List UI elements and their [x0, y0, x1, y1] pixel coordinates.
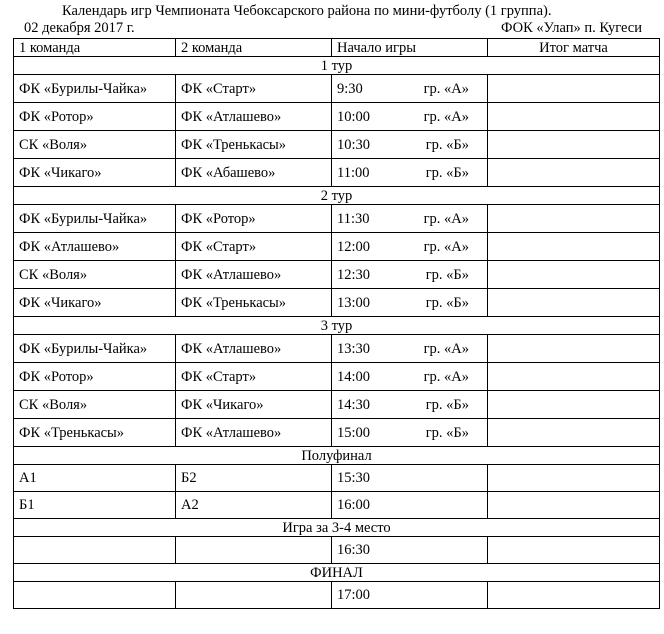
table-row	[14, 261, 660, 289]
group-label: гр. «А»	[423, 210, 469, 227]
team2-cell: ФК «Старт»	[176, 363, 332, 391]
section-header-row	[14, 564, 660, 582]
section-header-row	[14, 447, 660, 465]
section-title: 1 тур	[14, 57, 660, 75]
team2-cell: ФК «Атлашево»	[176, 261, 332, 289]
start-time: 9:30	[337, 80, 363, 97]
table-row	[14, 75, 660, 103]
section-title: Игра за 3-4 место	[14, 519, 660, 537]
team1-cell	[14, 537, 176, 564]
team2-cell: ФК «Атлашево»	[176, 335, 332, 363]
team1-cell: Б1	[14, 492, 176, 519]
event-date: 02 декабря 2017 г.	[24, 20, 135, 36]
start-time-cell	[332, 582, 488, 609]
start-time-cell	[332, 205, 488, 233]
section-title: 2 тур	[14, 187, 660, 205]
team1-cell: ФК «Тренькасы»	[14, 419, 176, 447]
result-cell	[488, 159, 660, 187]
section-title: ФИНАЛ	[14, 564, 660, 582]
team1-cell: ФК «Бурилы-Чайка»	[14, 205, 176, 233]
group-label: гр. «Б»	[425, 424, 469, 441]
document-title: Календарь игр Чемпионата Чебоксарского района по мини-футболу (1 группа).	[62, 3, 552, 19]
start-time-cell	[332, 159, 488, 187]
result-cell	[488, 233, 660, 261]
team1-cell: СК «Воля»	[14, 391, 176, 419]
section-header-row	[14, 187, 660, 205]
section-header-row	[14, 519, 660, 537]
group-label: гр. «Б»	[425, 136, 469, 153]
start-time: 12:00	[337, 238, 371, 255]
schedule-table	[13, 38, 660, 609]
start-time: 14:00	[337, 368, 371, 385]
start-time-cell	[332, 391, 488, 419]
group-label: гр. «А»	[423, 108, 469, 125]
table-row	[14, 103, 660, 131]
team1-cell: ФК «Бурилы-Чайка»	[14, 75, 176, 103]
team2-cell: ФК «Тренькасы»	[176, 289, 332, 317]
result-cell	[488, 465, 660, 492]
table-row	[14, 537, 660, 564]
result-cell	[488, 363, 660, 391]
start-time-cell	[332, 363, 488, 391]
table-row	[14, 205, 660, 233]
table-header-row	[14, 39, 660, 57]
start-time-cell	[332, 131, 488, 159]
table-row	[14, 419, 660, 447]
table-row	[14, 233, 660, 261]
group-label: гр. «А»	[423, 238, 469, 255]
column-header-team2: 2 команда	[176, 39, 332, 57]
table-row	[14, 363, 660, 391]
team2-cell: ФК «Тренькасы»	[176, 131, 332, 159]
team1-cell: ФК «Чикаго»	[14, 289, 176, 317]
start-time: 16:30	[337, 542, 371, 558]
result-cell	[488, 75, 660, 103]
team2-cell: ФК «Атлашево»	[176, 103, 332, 131]
start-time: 15:00	[337, 424, 371, 441]
start-time: 13:30	[337, 340, 371, 357]
table-row	[14, 492, 660, 519]
team1-cell: А1	[14, 465, 176, 492]
table-row	[14, 159, 660, 187]
table-row	[14, 465, 660, 492]
team2-cell: Б2	[176, 465, 332, 492]
team1-cell: ФК «Чикаго»	[14, 159, 176, 187]
start-time-cell	[332, 492, 488, 519]
group-label: гр. «А»	[423, 340, 469, 357]
result-cell	[488, 335, 660, 363]
table-row	[14, 391, 660, 419]
table-row	[14, 582, 660, 609]
result-cell	[488, 537, 660, 564]
team2-cell: ФК «Старт»	[176, 233, 332, 261]
start-time: 17:00	[337, 587, 371, 603]
event-venue: ФОК «Улап» п. Кугеси	[501, 20, 642, 36]
column-header-start-time: Начало игры	[332, 39, 488, 57]
start-time-cell	[332, 103, 488, 131]
start-time: 14:30	[337, 396, 371, 413]
team1-cell: ФК «Атлашево»	[14, 233, 176, 261]
section-title: 3 тур	[14, 317, 660, 335]
table-row	[14, 289, 660, 317]
start-time-cell	[332, 75, 488, 103]
team2-cell: ФК «Ротор»	[176, 205, 332, 233]
team1-cell: СК «Воля»	[14, 131, 176, 159]
team1-cell: ФК «Бурилы-Чайка»	[14, 335, 176, 363]
group-label: гр. «А»	[423, 368, 469, 385]
team2-cell: А2	[176, 492, 332, 519]
start-time: 10:30	[337, 136, 371, 153]
start-time: 13:00	[337, 294, 371, 311]
column-header-team1: 1 команда	[14, 39, 176, 57]
column-header-result: Итог матча	[488, 39, 660, 57]
table-row	[14, 131, 660, 159]
team1-cell	[14, 582, 176, 609]
group-label: гр. «А»	[423, 80, 469, 97]
team1-cell: ФК «Ротор»	[14, 363, 176, 391]
result-cell	[488, 103, 660, 131]
start-time: 11:30	[337, 210, 370, 227]
start-time-cell	[332, 261, 488, 289]
result-cell	[488, 492, 660, 519]
start-time-cell	[332, 465, 488, 492]
start-time-cell	[332, 233, 488, 261]
team2-cell: ФК «Абашево»	[176, 159, 332, 187]
result-cell	[488, 289, 660, 317]
team2-cell	[176, 537, 332, 564]
result-cell	[488, 391, 660, 419]
start-time: 10:00	[337, 108, 371, 125]
start-time: 12:30	[337, 266, 371, 283]
team1-cell: СК «Воля»	[14, 261, 176, 289]
section-title: Полуфинал	[14, 447, 660, 465]
result-cell	[488, 205, 660, 233]
section-header-row	[14, 317, 660, 335]
result-cell	[488, 582, 660, 609]
team2-cell: ФК «Чикаго»	[176, 391, 332, 419]
start-time-cell	[332, 537, 488, 564]
team2-cell	[176, 582, 332, 609]
start-time: 11:00	[337, 164, 370, 181]
table-row	[14, 335, 660, 363]
result-cell	[488, 261, 660, 289]
group-label: гр. «Б»	[425, 164, 469, 181]
result-cell	[488, 131, 660, 159]
group-label: гр. «Б»	[425, 396, 469, 413]
team1-cell: ФК «Ротор»	[14, 103, 176, 131]
group-label: гр. «Б»	[425, 266, 469, 283]
result-cell	[488, 419, 660, 447]
start-time-cell	[332, 419, 488, 447]
team2-cell: ФК «Старт»	[176, 75, 332, 103]
start-time: 15:30	[337, 470, 371, 486]
team2-cell: ФК «Атлашево»	[176, 419, 332, 447]
section-header-row	[14, 57, 660, 75]
start-time-cell	[332, 335, 488, 363]
start-time: 16:00	[337, 497, 371, 513]
start-time-cell	[332, 289, 488, 317]
group-label: гр. «Б»	[425, 294, 469, 311]
